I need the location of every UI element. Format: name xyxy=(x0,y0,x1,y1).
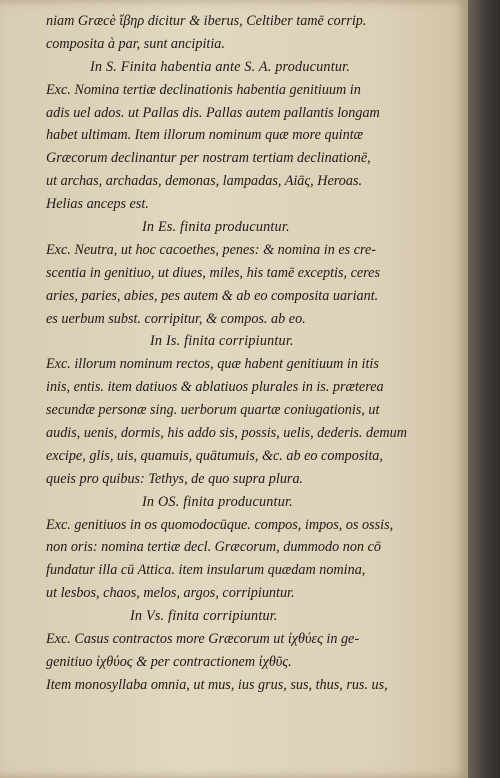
text-line: Item monosyllaba omnia, ut mus, ius grus, sus, thus, rus. us, xyxy=(46,676,388,693)
text-line: composita à par, sunt ancipitia. xyxy=(46,35,225,52)
text-line: genitiuo ἰχθύος & per contractionem ἰχθῦς. xyxy=(46,653,292,670)
text-line: ut archas, archadas, demonas, lampadas, Aiāς, Heroas. xyxy=(46,173,363,190)
text-line: Exc. Casus contractos more Græcorum ut ἰχθύες in ge- xyxy=(46,631,360,648)
text-line: queis pro quibus: Tethys, de quo supra plura. xyxy=(46,470,304,487)
text-line: non oris: nomina tertiæ decl. Græcorum, dummodo non cō xyxy=(46,539,381,556)
text-line: Exc. genitiuos in os quomodocūque. compos, impos, os ossis, xyxy=(46,516,394,533)
section-heading: In Is. finita corripiuntur. xyxy=(150,333,294,350)
text-line: audis, uenis, dormis, his addo sis, possis, uelis, dederis. demum xyxy=(46,425,408,442)
section-heading: In Vs. finita corripiuntur. xyxy=(130,608,278,625)
text-line: aries, paries, abies, pes autem & ab eo composita uariant. xyxy=(46,287,379,304)
text-line: niam Græcè ἴβηρ dicitur & iberus, Celtiber tamē corrip. xyxy=(46,13,367,29)
text-line: scentia in genitiuo, ut diues, miles, his tamē exceptis, ceres xyxy=(46,264,380,281)
text-line: fundatur illa cū Attica. item insularum quædam nomina, xyxy=(46,562,366,579)
text-line: Exc. illorum nominum rectos, quæ habent genitiuum in itis xyxy=(46,356,379,373)
text-line: secundæ personæ sing. uerborum quartæ coniugationis, ut xyxy=(46,402,380,419)
text-line: habet ultimam. Item illorum nominum quæ more quintæ xyxy=(46,127,364,144)
section-heading: In OS. finita producuntur. xyxy=(142,493,293,510)
text-line: Exc. Neutra, ut hoc cacoethes, penes: & nomina in es cre- xyxy=(46,241,377,258)
page-text xyxy=(46,10,446,697)
text-line: adis uel ados. ut Pallas dis. Pallas autem pallantis longam xyxy=(46,104,380,121)
section-heading: In Es. finita producuntur. xyxy=(142,219,290,236)
text-line: inis, entis. item datiuos & ablatiuos plurales in is. præterea xyxy=(46,379,384,396)
text-line: excipe, glis, uis, quamuis, quātumuis, &c. ab eo composita, xyxy=(46,447,383,464)
page-edge-shadow xyxy=(468,0,500,778)
section-heading: In S. Finita habentia ante S. A. producuntur. xyxy=(90,58,351,75)
text-line: Exc. Nomina tertiæ declinationis habentia genitiuum in xyxy=(46,81,361,98)
text-line: es uerbum subst. corripitur, & compos. ab eo. xyxy=(46,310,306,327)
text-line: Helias anceps est. xyxy=(46,196,149,213)
text-line: ut lesbos, chaos, melos, argos, corripiuntur. xyxy=(46,585,295,602)
text-line: Græcorum declinantur per nostram tertiam declinationē, xyxy=(46,150,371,167)
